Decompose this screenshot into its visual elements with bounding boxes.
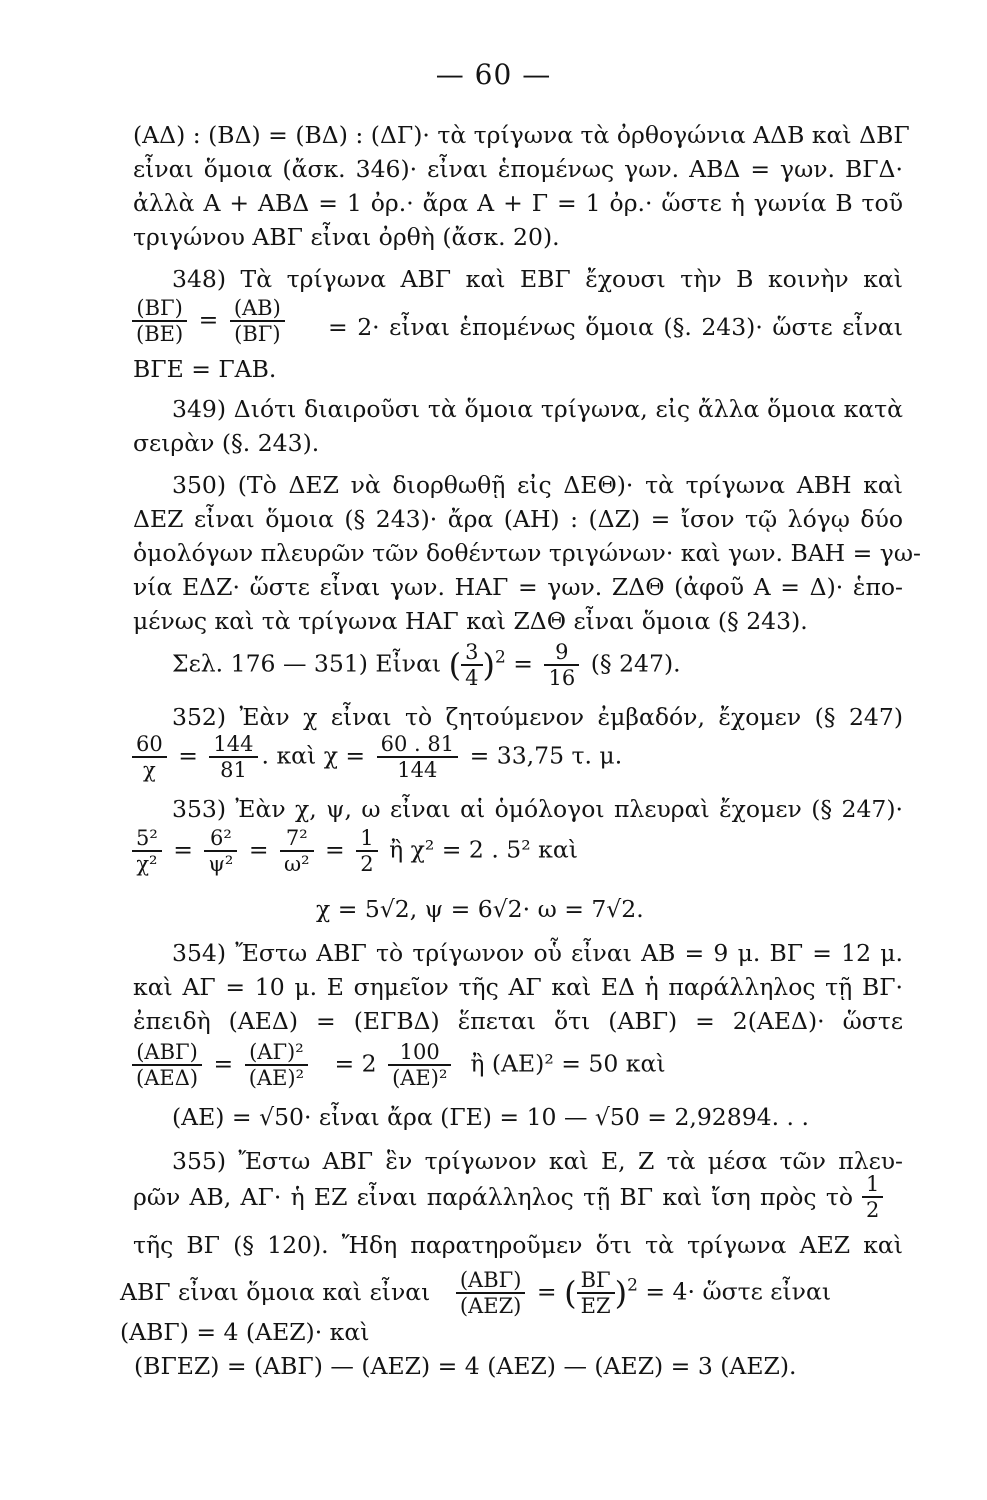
fraction: $\frac{100}{\text{(ΑΕ)²}}$ xyxy=(388,1040,451,1090)
text-line: 355) Ἔστω ΑΒΓ ἓν τρίγωνον καὶ Ε, Ζ τὰ μέσα τῶν πλευ- xyxy=(172,1147,903,1175)
fraction: $\frac{\text{5²}}{\text{χ²}}$ xyxy=(132,826,162,876)
fraction-355-half: $\frac{1}{2}$ xyxy=(858,1172,887,1222)
text-line: τριγώνου ΑΒΓ εἶναι ὀρθὴ (ἄσκ. 20). xyxy=(133,223,560,251)
text-line: σειρὰν (§. 243). xyxy=(133,429,320,457)
fraction: $\frac{\text{(ΑΓ)²}}{\text{(ΑΕ)²}}$ xyxy=(245,1040,308,1090)
text-line: 353) Ἐὰν χ, ψ, ω εἶναι αἱ ὁμόλογοι πλευραὶ ἔχομεν (§ 247)· xyxy=(172,795,903,823)
text-line: 352) Ἐὰν χ εἶναι τὸ ζητούμενον ἐμβαδόν, ἔχομεν (§ 247) xyxy=(172,703,903,731)
equation-354: (ΑΒΓ) (ΑΕΔ) = $\frac{\text{(ΑΓ)²}}{\text{(ΑΕ)²}}$ = 2 $\frac{100}{\text{(ΑΕ)²}}$ ἢ (ΑΕ)² = 50 καὶ xyxy=(128,1040,666,1090)
fraction: $\frac{\text{6²}}{\text{ψ²}}$ xyxy=(204,826,237,876)
fraction: $\frac{60 . 81}{144}$ xyxy=(377,732,458,782)
page-number: — 60 — xyxy=(435,58,552,91)
text-line: καὶ ΑΓ = 10 μ. Ε σημεῖον τῆς ΑΓ καὶ ΕΔ ἡ παράλληλος τῇ ΒΓ· xyxy=(133,973,903,1001)
fraction: $\frac{B\Gamma}{EZ}$ xyxy=(577,1268,615,1318)
text-line: 349) Διότι διαιροῦσι τὰ ὅμοια τρίγωνα, εἰς ἄλλα ὅμοια κατὰ xyxy=(172,395,903,423)
equation-353: $\frac{\text{5²}}{\text{χ²}}$ = $\frac{\text{6²}}{\text{ψ²}}$ = $\frac{\text{7²}}{\text{ω²}}$ = $\frac{1}{2}$ ἢ χ² = 2 . 5² καὶ xyxy=(128,826,578,876)
text-line: νία ΕΔΖ· ὥστε εἶναι γων. ΗΑΓ = γων. ΖΔΘ (ἀφοῦ Α = Δ)· ἑπο- xyxy=(133,573,903,601)
text-line: = 2· εἶναι ἑπομένως ὅμοια (§. 243)· ὥστε εἶναι xyxy=(328,313,903,341)
text-line: 348) Τὰ τρίγωνα ΑΒΓ καὶ ΕΒΓ ἔχουσι τὴν Β κοινὴν καὶ xyxy=(172,265,903,293)
equals-sign: = xyxy=(198,305,219,334)
fraction: $\frac{144}{81}$ xyxy=(209,732,257,782)
text-line: ὁμολόγων πλευρῶν τῶν δοθέντων τριγώνων· καὶ γων. ΒΑΗ = γω- xyxy=(133,539,921,567)
text-line: ἀλλὰ Α + ΑΒΔ = 1 ὀρ.· ἄρα Α + Γ = 1 ὀρ.· ὥστε ἡ γωνία Β τοῦ xyxy=(133,189,903,217)
fraction: (ΑΒΓ) (ΑΕΖ) xyxy=(456,1268,526,1318)
text-line: ΒΓΕ = ΓΑΒ. xyxy=(133,355,277,383)
equation-348 xyxy=(128,296,289,346)
fraction: $\frac{1}{2}$ xyxy=(356,826,377,876)
text-line: (ΑΔ) : (ΒΔ) = (ΒΔ) : (ΔΓ)· τὰ τρίγωνα τὰ ὀρθογώνια ΑΔΒ καὶ ΔΒΓ xyxy=(133,121,910,149)
fraction: $\frac{(AB)}{(B\Gamma)}$ xyxy=(230,296,285,346)
equation-353-result: χ = 5√2, ψ = 6√2· ω = 7√2. xyxy=(316,895,644,923)
fraction: $\frac{3}{4}$ xyxy=(461,640,482,690)
equation-355: ΑΒΓ εἶναι ὅμοια καὶ εἶναι (ΑΒΓ) (ΑΕΖ) = ( $\frac{B\Gamma}{EZ}$ )$^2$ = 4· ὥστε εἶναι xyxy=(120,1268,832,1318)
text-line: εἶναι ὅμοια (ἄσκ. 346)· εἶναι ἑπομένως γων. ΑΒΔ = γων. ΒΓΔ· xyxy=(133,155,903,183)
fraction: (ΑΒΓ) (ΑΕΔ) xyxy=(132,1040,202,1090)
text-line: τῆς ΒΓ (§ 120). Ἤδη παρατηροῦμεν ὅτι τὰ τρίγωνα ΑΕΖ καὶ xyxy=(133,1231,903,1259)
fraction: $\frac{(B\Gamma)}{(BE)}$ xyxy=(132,296,187,346)
text-line: (ΒΓΕΖ) = (ΑΒΓ) — (ΑΕΖ) = 4 (ΑΕΖ) — (ΑΕΖ) = 3 (ΑΕΖ). xyxy=(134,1352,797,1380)
text-inline: Σελ. 176 — 351) Εἶναι xyxy=(172,649,442,678)
equation-354-result: (ΑΕ) = √50· εἶναι ἄρα (ΓΕ) = 10 — √50 = 2,92894. . . xyxy=(172,1103,809,1131)
fraction: $\frac{9}{16}$ xyxy=(544,640,579,690)
text-line: (ΑΒΓ) = 4 (ΑΕΖ)· καὶ xyxy=(120,1318,370,1346)
fraction: $\frac{60}{\chi}$ xyxy=(132,732,167,782)
equation-352: $\frac{60}{\chi}$ = $\frac{144}{81}$ . καὶ χ = $\frac{60 . 81}{144}$ = 33,75 τ. μ. xyxy=(128,732,622,782)
text-line: μένως καὶ τὰ τρίγωνα ΗΑΓ καὶ ΖΔΘ εἶναι ὅμοια (§ 243). xyxy=(133,607,808,635)
text-line: ἐπειδὴ (ΑΕΔ) = (ΕΓΒΔ) ἕπεται ὅτι (ΑΒΓ) = 2(ΑΕΔ)· ὥστε xyxy=(133,1007,903,1035)
text-line: ρῶν ΑΒ, ΑΓ· ἡ ΕΖ εἶναι παράλληλος τῇ ΒΓ καὶ ἴση πρὸς τὸ xyxy=(133,1183,853,1211)
text-line: ΔΕΖ εἶναι ὅμοια (§ 243)· ἄρα (ΑΗ) : (ΔΖ) = ἴσον τῷ λόγῳ δύο xyxy=(133,505,903,533)
text-line: 350) (Τὸ ΔΕΖ νὰ διορθωθῇ εἰς ΔΕΘ)· τὰ τρίγωνα ΑΒΗ καὶ xyxy=(172,471,903,499)
equation-351: Σελ. 176 — 351) Εἶναι ( $\frac{3}{4}$ )$^2$ = $\frac{9}{16}$ (§ 247). xyxy=(172,640,681,690)
fraction: $\frac{\text{7²}}{\text{ω²}}$ xyxy=(280,826,314,876)
text-line: 354) Ἔστω ΑΒΓ τὸ τρίγωνον οὗ εἶναι ΑΒ = 9 μ. ΒΓ = 12 μ. xyxy=(172,939,903,967)
